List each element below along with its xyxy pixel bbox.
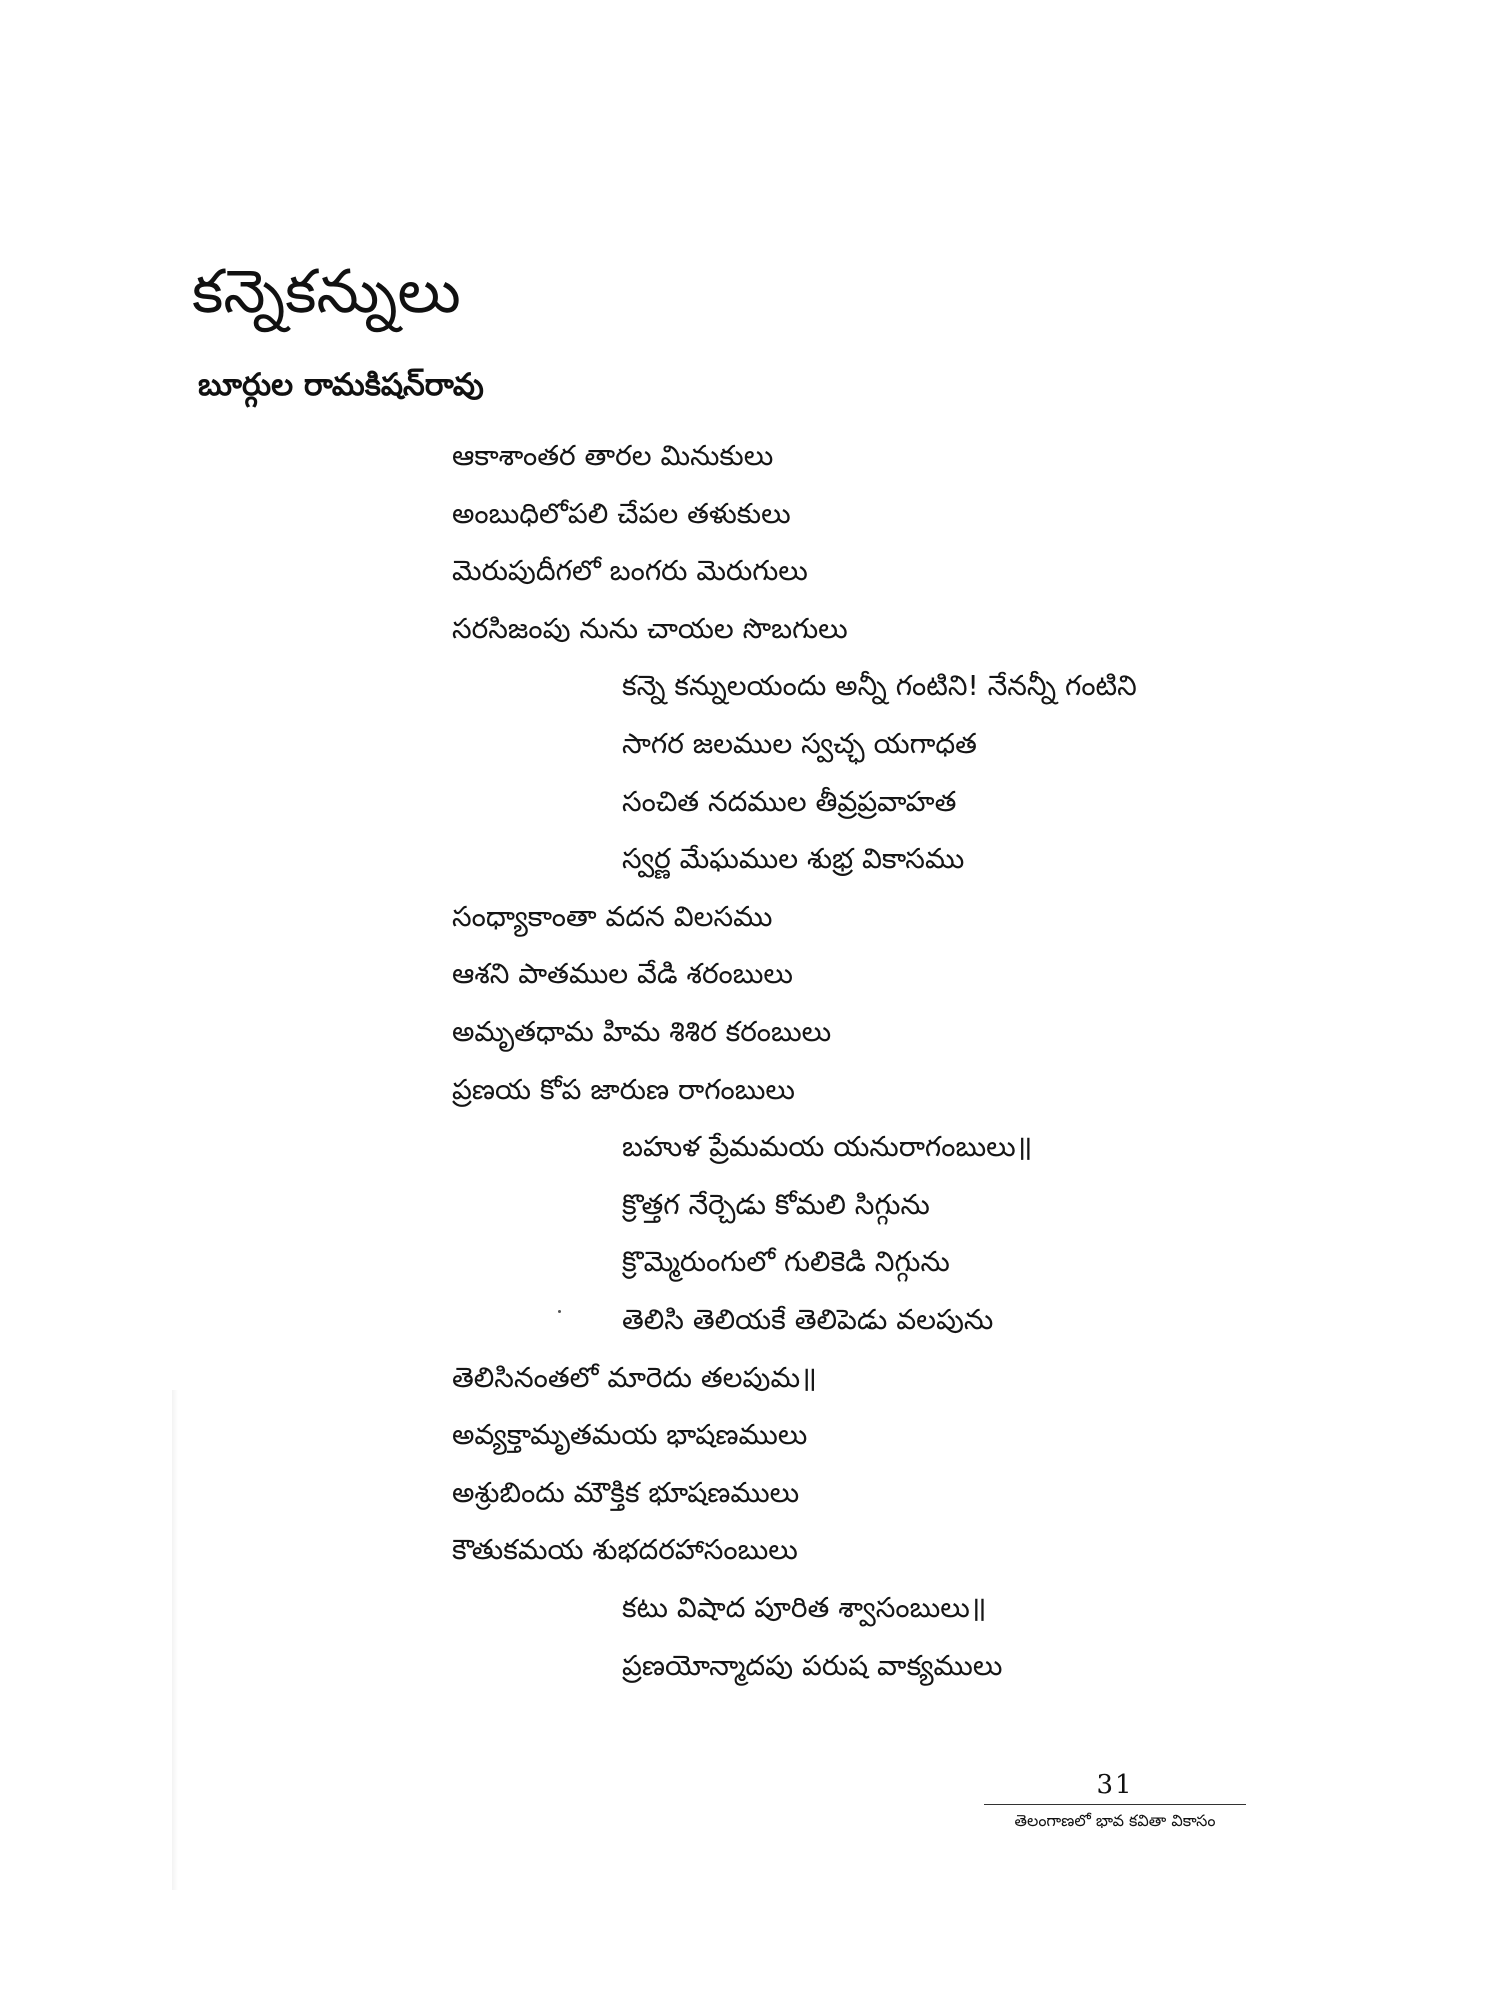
poem-line: కటు విషాద పూరిత శ్వాసంబులు॥ <box>622 1591 987 1624</box>
footer-rule <box>984 1804 1246 1805</box>
poem-line: సరసిజంపు నును చాయల సొబగులు <box>452 612 848 645</box>
poem-line: అంబుధిలోపలి చేపల తళుకులు <box>452 497 791 530</box>
poem-line: స్వర్ణ మేఘముల శుభ్ర వికాసము <box>622 842 965 875</box>
poem-line: తెలిసి తెలియకే తెలిపెడు వలపును <box>622 1303 994 1336</box>
poem-line: క్రొమ్మెరుంగులో గులికెడి నిగ్గును <box>622 1245 950 1278</box>
poem-line: తెలిసినంతలో మారెదు తలపుమ॥ <box>452 1361 817 1394</box>
page-footer <box>970 1772 1260 1829</box>
poem-author: బూర్గుల రామకిషన్‌రావు <box>198 367 484 403</box>
page-number: 31 <box>1096 1770 1134 1800</box>
poem-line: కన్నె కన్నులయందు అన్నీ గంటిని! నేనన్నీ గంటిని <box>622 669 1137 702</box>
poem-line: ఆశని పాతముల వేడి శరంబులు <box>452 957 793 990</box>
poem-line: అవ్యక్తామృతమయ భాషణములు <box>452 1418 808 1451</box>
poem-line: ప్రణయ కోప జారుణ రాగంబులు <box>452 1073 795 1106</box>
poem-line: అశ్రుబిందు మౌక్తిక భూషణములు <box>452 1476 800 1509</box>
poem-line: సంచిత నదముల తీవ్రప్రవాహత <box>622 785 957 818</box>
poem-line: ప్రణయోన్మాదపు పరుష వాక్యములు <box>622 1649 1003 1682</box>
poem-line: మెరుపుదీగలో బంగరు మెరుగులు <box>452 554 808 587</box>
poem-line: సంధ్యాకాంతా వదన విలసము <box>452 900 773 933</box>
poem-line: అమృతధామ హిమ శిశిర కరంబులు <box>452 1015 832 1048</box>
book-title: తెలంగాణలో భావ కవితా వికాసం <box>1014 1811 1216 1830</box>
poem-title: కన్నెకన్నులు <box>192 257 461 327</box>
print-speck <box>558 1310 561 1313</box>
poem-line: కౌతుకమయ శుభదరహాసంబులు <box>452 1533 798 1566</box>
poem-line: సాగర జలముల స్వచ్ఛ యగాధత <box>622 727 977 760</box>
poem-line: బహుళ ప్రేమమయ యనురాగంబులు॥ <box>622 1130 1033 1163</box>
poem-line: ఆకాశాంతర తారల మినుకులు <box>452 439 774 472</box>
poem-line: క్రొత్తగ నేర్చెడు కోమలి సిగ్గును <box>622 1188 930 1221</box>
